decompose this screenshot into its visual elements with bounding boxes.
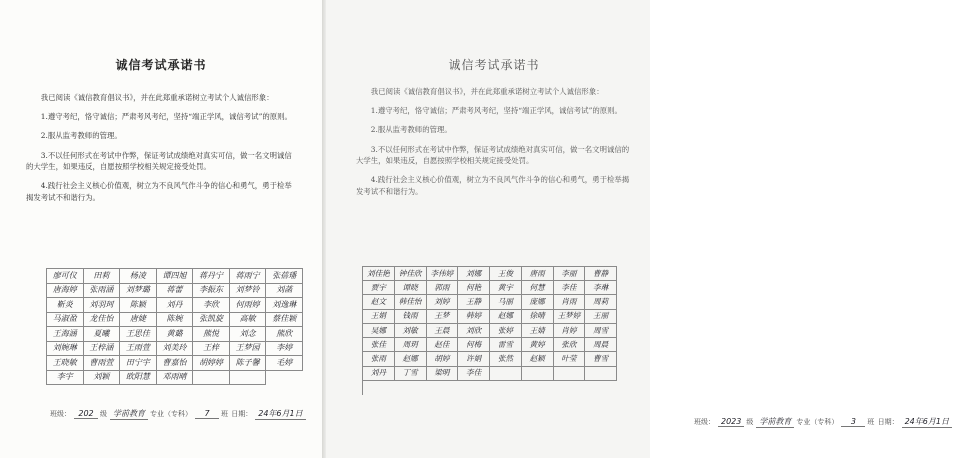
signature-cell: 王思佳 xyxy=(120,327,157,342)
signature-cell xyxy=(230,371,267,386)
signature-grid-left xyxy=(46,268,303,385)
signature-cell: 赵文 xyxy=(363,295,395,309)
signature-cell: 黄宇 xyxy=(490,281,522,295)
major-label: 专业（专科） xyxy=(150,410,192,418)
signature-cell: 张欣 xyxy=(554,338,586,352)
signature-cell: 曹静 xyxy=(585,267,617,281)
signature-cell: 蔡佳颖 xyxy=(266,313,303,328)
class-info-footer xyxy=(50,408,308,420)
signature-cell: 曹嘉怡 xyxy=(157,356,194,371)
signature-cell: 廖可仪 xyxy=(47,269,84,284)
paragraph-2: 2.服从监考教师的管理。 xyxy=(370,125,452,135)
signature-cell: 李振东 xyxy=(193,284,230,299)
signature-cell: 刘颖 xyxy=(84,371,121,386)
signature-cell: 毛婷 xyxy=(266,356,303,371)
signature-cell: 张然 xyxy=(490,352,522,366)
signature-cell: 吴娜 xyxy=(363,324,395,338)
paragraph-intro: 我已阅读《诚信教育倡议书》，并在此郑重承诺树立考试个人诚信形象： xyxy=(370,87,604,96)
signature-cell: 刘敏 xyxy=(395,324,427,338)
signature-cell: 曹雪 xyxy=(585,352,617,366)
signature-cell: 马淑盈 xyxy=(47,313,84,328)
signature-cell: 王俊 xyxy=(490,267,522,281)
paragraph-3: 3.不以任何形式在考试中作弊，保证考试成绩绝对真实可信，做一名文明诚信的大学生，如果违反，自愿按照学校相关规定接受处罚。 xyxy=(356,144,630,166)
major-value: 学前教育 xyxy=(756,416,794,428)
paragraph-3: 3.不以任何形式在考试中作弊，保证考试成绩绝对真实可信，做一名文明诚信的大学生，如果违反，自愿按照学校相关规定接受处罚。 xyxy=(26,150,292,172)
signature-cell: 丁雪 xyxy=(395,367,427,381)
signature-cell: 唐雨 xyxy=(522,267,554,281)
signature-cell xyxy=(522,367,554,381)
signature-cell: 李欣 xyxy=(193,298,230,313)
signature-cell: 王晓敏 xyxy=(47,356,84,371)
signature-cell: 刘婷 xyxy=(427,295,459,309)
signature-cell: 刘丹 xyxy=(157,298,194,313)
page-title: 诚信考试承诺书 xyxy=(448,58,540,72)
signature-cell: 刘逸琳 xyxy=(266,298,303,313)
signature-cell: 王雨萱 xyxy=(120,342,157,357)
grade-label: 级 xyxy=(100,410,107,418)
signature-cell: 李丽 xyxy=(554,267,586,281)
signature-cell: 周玥 xyxy=(395,338,427,352)
signature-cell: 王梓涵 xyxy=(84,342,121,357)
date-label: 日期： xyxy=(231,410,253,418)
signature-cell: 周晨 xyxy=(585,338,617,352)
grade-label: 级 xyxy=(746,418,754,426)
signature-cell: 赵娜 xyxy=(395,352,427,366)
signature-cell: 王梦婷 xyxy=(554,310,586,324)
signature-cell: 赵佳 xyxy=(427,338,459,352)
major-label: 专业（专科） xyxy=(796,418,839,426)
class-suffix: 班 xyxy=(867,418,875,426)
paragraph-1: 1.遵守考纪，恪守诚信；严肃考风考纪，坚持“端正学风，诚信考试”的原则。 xyxy=(40,112,292,122)
signature-cell: 肖婷 xyxy=(554,324,586,338)
signature-cell: 张凯旋 xyxy=(193,313,230,328)
signature-cell: 庞娜 xyxy=(522,295,554,309)
left-commitment-page xyxy=(0,0,322,458)
commitment-text xyxy=(26,92,298,211)
page-title: 诚信考试承诺书 xyxy=(115,58,207,72)
signature-cell xyxy=(585,367,617,381)
signature-cell: 王海涵 xyxy=(47,327,84,342)
signature-cell: 王梓 xyxy=(193,342,230,357)
signature-cell: 龙佳怡 xyxy=(84,313,121,328)
signature-cell: 赵颖 xyxy=(522,352,554,366)
signature-cell: 王梦 xyxy=(427,310,459,324)
signature-cell: 郭雨 xyxy=(427,281,459,295)
signature-cell: 周莉 xyxy=(585,295,617,309)
signature-cell: 刘菡 xyxy=(266,284,303,299)
signature-cell: 张蓓璠 xyxy=(266,269,303,284)
signature-cell: 刘念 xyxy=(230,327,267,342)
signature-cell: 刘欣 xyxy=(458,324,490,338)
signature-cell: 蒋雨宁 xyxy=(230,269,267,284)
signature-cell: 肖雨 xyxy=(554,295,586,309)
signature-grid-right xyxy=(362,266,617,395)
signature-cell: 唐婕 xyxy=(120,313,157,328)
major-value: 学前教育 xyxy=(110,408,148,420)
signature-cell: 刘娜 xyxy=(458,267,490,281)
signature-cell xyxy=(193,371,230,386)
signature-cell: 钟佳欣 xyxy=(395,267,427,281)
signature-cell: 李婷 xyxy=(266,342,303,357)
signature-cell: 钱雨 xyxy=(395,310,427,324)
signature-cell: 何梅 xyxy=(458,338,490,352)
signature-cell: 陈婉 xyxy=(157,313,194,328)
signature-cell: 王丽 xyxy=(585,310,617,324)
signature-cell: 王娟 xyxy=(363,310,395,324)
class-year-value: 202 xyxy=(74,409,98,419)
signature-cell: 蒋丹宁 xyxy=(193,269,230,284)
signature-cell: 张雨涵 xyxy=(84,284,121,299)
class-number-value: 7 xyxy=(195,409,219,419)
signature-cell: 胡婷婷 xyxy=(193,356,230,371)
signature-cell: 刘梦璐 xyxy=(120,284,157,299)
class-label: 班级： xyxy=(694,418,715,426)
signature-cell: 王静 xyxy=(458,295,490,309)
signature-cell: 田莉 xyxy=(84,269,121,284)
signature-cell: 梁明 xyxy=(427,367,459,381)
paragraph-intro: 我已阅读《诚信教育倡议书》，并在此郑重承诺树立考试个人诚信形象： xyxy=(40,93,274,102)
signature-cell: 刘美玲 xyxy=(157,342,194,357)
signature-cell: 张佳 xyxy=(363,338,395,352)
class-label: 班级： xyxy=(50,410,71,418)
signature-cell: 王梦园 xyxy=(230,342,267,357)
signature-cell: 谭四旭 xyxy=(157,269,194,284)
signature-cell: 李宇 xyxy=(47,371,84,386)
paragraph-1: 1.遵守考纪，恪守诚信；严肃考风考纪，坚持“端正学风，诚信考试”的原则。 xyxy=(370,106,622,116)
class-suffix: 班 xyxy=(221,410,228,418)
signature-cell: 李伟婷 xyxy=(427,267,459,281)
signature-cell: 徐晴 xyxy=(522,310,554,324)
signature-cell: 何雨婷 xyxy=(230,298,267,313)
signature-cell: 杨凌 xyxy=(120,269,157,284)
signature-cell: 赵娜 xyxy=(490,310,522,324)
signature-cell: 李佳 xyxy=(458,367,490,381)
signature-cell: 李佳 xyxy=(554,281,586,295)
signature-cell: 靳炎 xyxy=(47,298,84,313)
commitment-text xyxy=(356,86,634,205)
signature-cell: 黄婷 xyxy=(522,338,554,352)
signature-cell: 雷雪 xyxy=(490,338,522,352)
class-year-value: 2023 xyxy=(718,417,744,427)
signature-cell: 夏曦 xyxy=(84,327,121,342)
signature-cell: 熊悦 xyxy=(193,327,230,342)
signature-cell xyxy=(490,367,522,381)
signature-cell: 刘婉琳 xyxy=(47,342,84,357)
signature-cell: 何慧 xyxy=(522,281,554,295)
date-value: 24年6月1日 xyxy=(255,408,305,420)
signature-cell: 欧阳慧 xyxy=(120,371,157,386)
signature-cell: 刘梦铃 xyxy=(230,284,267,299)
signature-cell: 韩佳怡 xyxy=(395,295,427,309)
signature-cell: 韩婷 xyxy=(458,310,490,324)
signature-cell: 李琳 xyxy=(585,281,617,295)
signature-cell: 马丽 xyxy=(490,295,522,309)
signature-cell: 唐海婷 xyxy=(47,284,84,299)
signature-cell: 曹雨萱 xyxy=(84,356,121,371)
signature-cell xyxy=(554,367,586,381)
paragraph-4: 4.践行社会主义核心价值观，树立为不良风气作斗争的信心和勇气，勇于检举揭发考试不和谐行为。 xyxy=(26,181,292,202)
signature-cell: 王晨 xyxy=(427,324,459,338)
class-info-footer xyxy=(694,416,954,428)
paragraph-4: 4.践行社会主义核心价值观，树立为不良风气作斗争的信心和勇气，勇于检举揭发考试不和谐行为。 xyxy=(356,175,630,196)
signature-cell: 贾宇 xyxy=(363,281,395,295)
signature-cell: 刘丹 xyxy=(363,367,395,381)
signature-cell: 谭晓 xyxy=(395,281,427,295)
class-number-value: 3 xyxy=(841,417,865,427)
signature-cell: 叶莹 xyxy=(554,352,586,366)
signature-cell: 胡婷 xyxy=(427,352,459,366)
signature-cell: 熊欣 xyxy=(266,327,303,342)
signature-cell: 许娟 xyxy=(458,352,490,366)
signature-cell: 陈颖 xyxy=(120,298,157,313)
signature-cell: 陈子馨 xyxy=(230,356,267,371)
signature-cell: 周雪 xyxy=(585,324,617,338)
signature-cell: 邓雨晴 xyxy=(157,371,194,386)
signature-cell: 王婧 xyxy=(522,324,554,338)
signature-cell: 刘佳艳 xyxy=(363,267,395,281)
signature-cell: 张雨 xyxy=(363,352,395,366)
signature-cell: 高敏 xyxy=(230,313,267,328)
signature-cell: 张婷 xyxy=(490,324,522,338)
paragraph-2: 2.服从监考教师的管理。 xyxy=(40,131,122,141)
signature-cell: 刘羽珂 xyxy=(84,298,121,313)
date-label: 日期： xyxy=(877,418,899,426)
date-value: 24年6月1日 xyxy=(902,416,952,428)
signature-cell: 田宁宇 xyxy=(120,356,157,371)
signature-cell: 黄璐 xyxy=(157,327,194,342)
signature-cell: 何艳 xyxy=(458,281,490,295)
signature-cell: 蒋蕾 xyxy=(157,284,194,299)
